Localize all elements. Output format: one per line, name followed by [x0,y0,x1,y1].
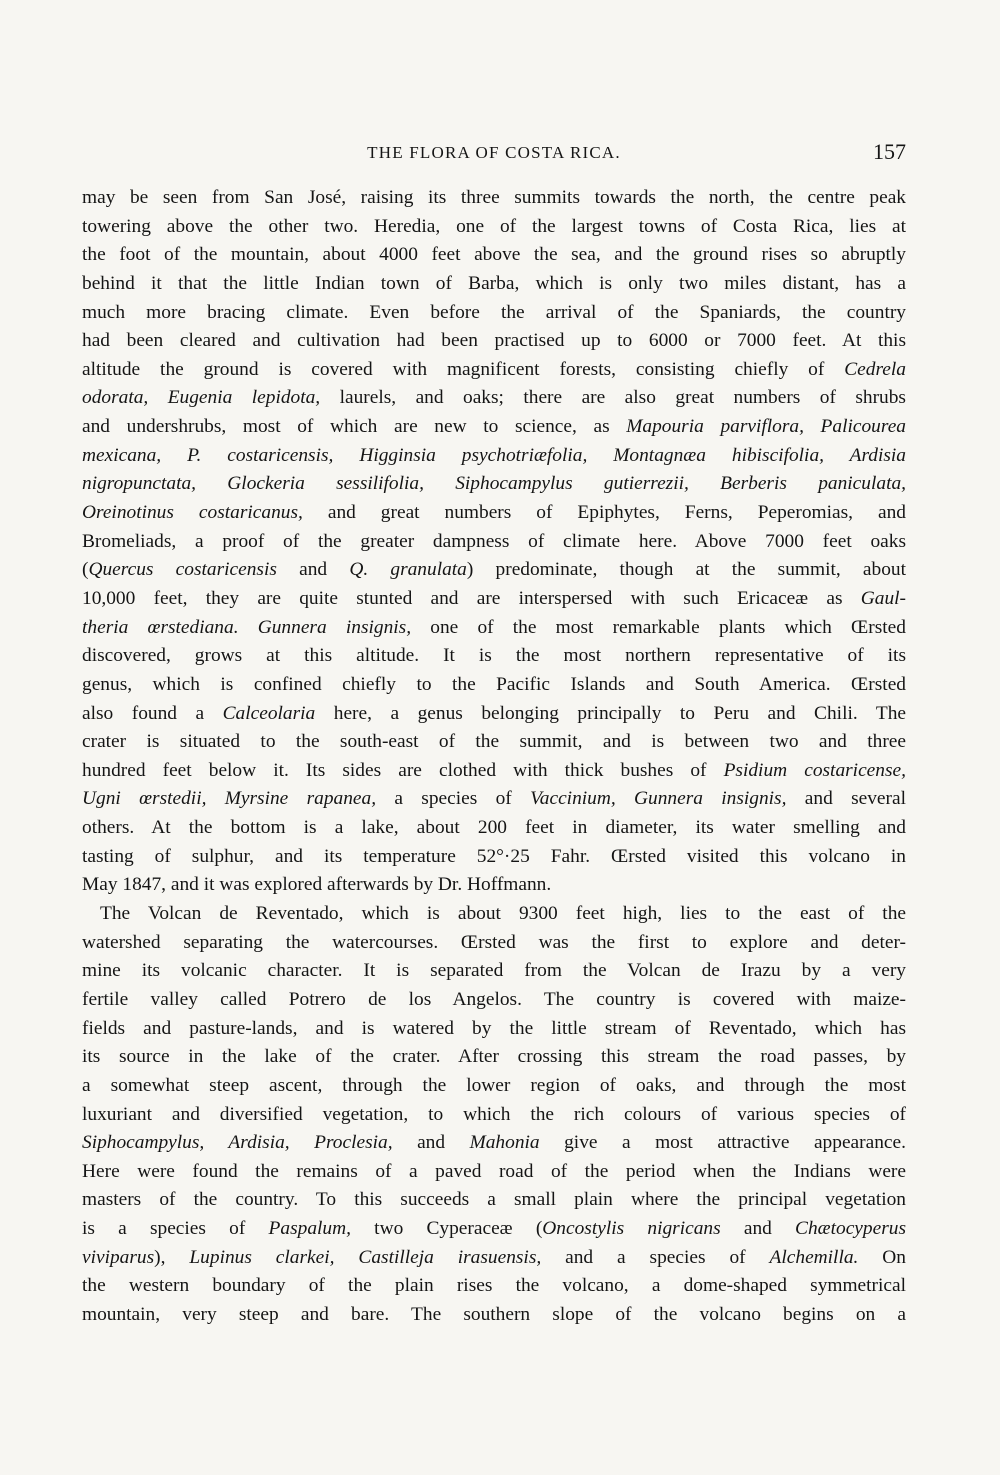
text-line: and undershrubs, most of which are new to science, as Mapouria parviflora, Palicourea [82,416,906,438]
text-line: odorata, Eugenia lepidota, laurels, and oaks; there are also great numbers of shrubs [82,387,906,409]
text-line: mexicana, P. costaricensis, Higginsia psychotriæfolia, Montagnæa hibiscifolia, Ardisia [82,444,906,466]
page-number: 157 [873,139,906,164]
text-line: Bromeliads, a proof of the greater dampness of climate here. Above 7000 feet oaks [82,530,906,552]
text-line: The Volcan de Reventado, which is about 9300 feet high, lies to the east of the [100,903,906,925]
running-head [82,139,906,169]
text-line: Here were found the remains of a paved road of the period when the Indians were [82,1160,906,1182]
text-line: 10,000 feet, they are quite stunted and are interspersed with such Ericaceæ as Gaul- [82,587,906,609]
text-line: theria œrstediana. Gunnera insignis, one of the most remarkable plants which Œrsted [82,616,906,638]
text-line: also found a Calceolaria here, a genus belonging principally to Peru and Chili. The [82,702,906,724]
text-line: (Quercus costaricensis and Q. granulata) predominate, though at the summit, about [82,559,906,581]
text-line: fertile valley called Potrero de los Angelos. The country is covered with maize- [82,988,906,1010]
text-line: mountain, very steep and bare. The southern slope of the volcano begins on a [82,1303,906,1325]
text-line: nigropunctata, Glockeria sessilifolia, Siphocampylus gutierrezii, Berberis paniculata, [82,473,906,495]
text-line: is a species of Paspalum, two Cyperaceæ (Oncostylis nigricans and Chætocyperus [82,1218,906,1240]
text-line: May 1847, and it was explored afterwards by Dr. Hoffmann. [82,874,552,896]
text-line: Siphocampylus, Ardisia, Proclesia, and Mahonia give a most attractive appearance. [82,1132,906,1154]
text-line: watershed separating the watercourses. Œrsted was the first to explore and deter- [82,931,906,953]
text-line: towering above the other two. Heredia, one of the largest towns of Costa Rica, lies at [82,215,906,237]
text-line: luxuriant and diversified vegetation, to which the rich colours of various species of [82,1103,906,1125]
text-line: tasting of sulphur, and its temperature 52°·25 Fahr. Œrsted visited this volcano in [82,845,906,867]
text-line: discovered, grows at this altitude. It is the most northern representative of its [82,645,906,667]
text-line: the foot of the mountain, about 4000 feet above the sea, and the ground rises so abruptly [82,244,906,266]
text-line: crater is situated to the south-east of the summit, and is between two and three [82,731,906,753]
text-line: mine its volcanic character. It is separated from the Volcan de Irazu by a very [82,960,906,982]
running-title: THE FLORA OF COSTA RICA. [367,143,621,162]
text-line: its source in the lake of the crater. After crossing this stream the road passes, by [82,1046,906,1068]
text-line: altitude the ground is covered with magnificent forests, consisting chiefly of Cedrela [82,358,906,380]
text-line: genus, which is confined chiefly to the Pacific Islands and South America. Œrsted [82,673,906,695]
text-line: much more bracing climate. Even before the arrival of the Spaniards, the country [82,301,906,323]
text-line: viviparus), Lupinus clarkei, Castilleja irasuensis, and a species of Alchemilla. On [82,1246,906,1268]
text-line: behind it that the little Indian town of Barba, which is only two miles distant, has a [82,272,906,294]
text-line: others. At the bottom is a lake, about 200 feet in diameter, its water smelling and [82,817,906,839]
body-text [82,184,906,1330]
text-line: hundred feet below it. Its sides are clothed with thick bushes of Psidium costaricense, [82,759,906,781]
text-line: masters of the country. To this succeeds a small plain where the principal vegetation [82,1189,906,1211]
text-line: the western boundary of the plain rises the volcano, a dome-shaped symmetrical [82,1275,906,1297]
text-line: a somewhat steep ascent, through the lower region of oaks, and through the most [82,1074,906,1096]
text-line: Ugni œrstedii, Myrsine rapanea, a species of Vaccinium, Gunnera insignis, and several [82,788,906,810]
text-line: fields and pasture-lands, and is watered by the little stream of Reventado, which has [82,1017,906,1039]
text-line: had been cleared and cultivation had been practised up to 6000 or 7000 feet. At this [82,330,906,352]
text-line: may be seen from San José, raising its three summits towards the north, the centre peak [82,187,906,208]
text-line: Oreinotinus costaricanus, and great numbers of Epiphytes, Ferns, Peperomias, and [82,502,906,524]
